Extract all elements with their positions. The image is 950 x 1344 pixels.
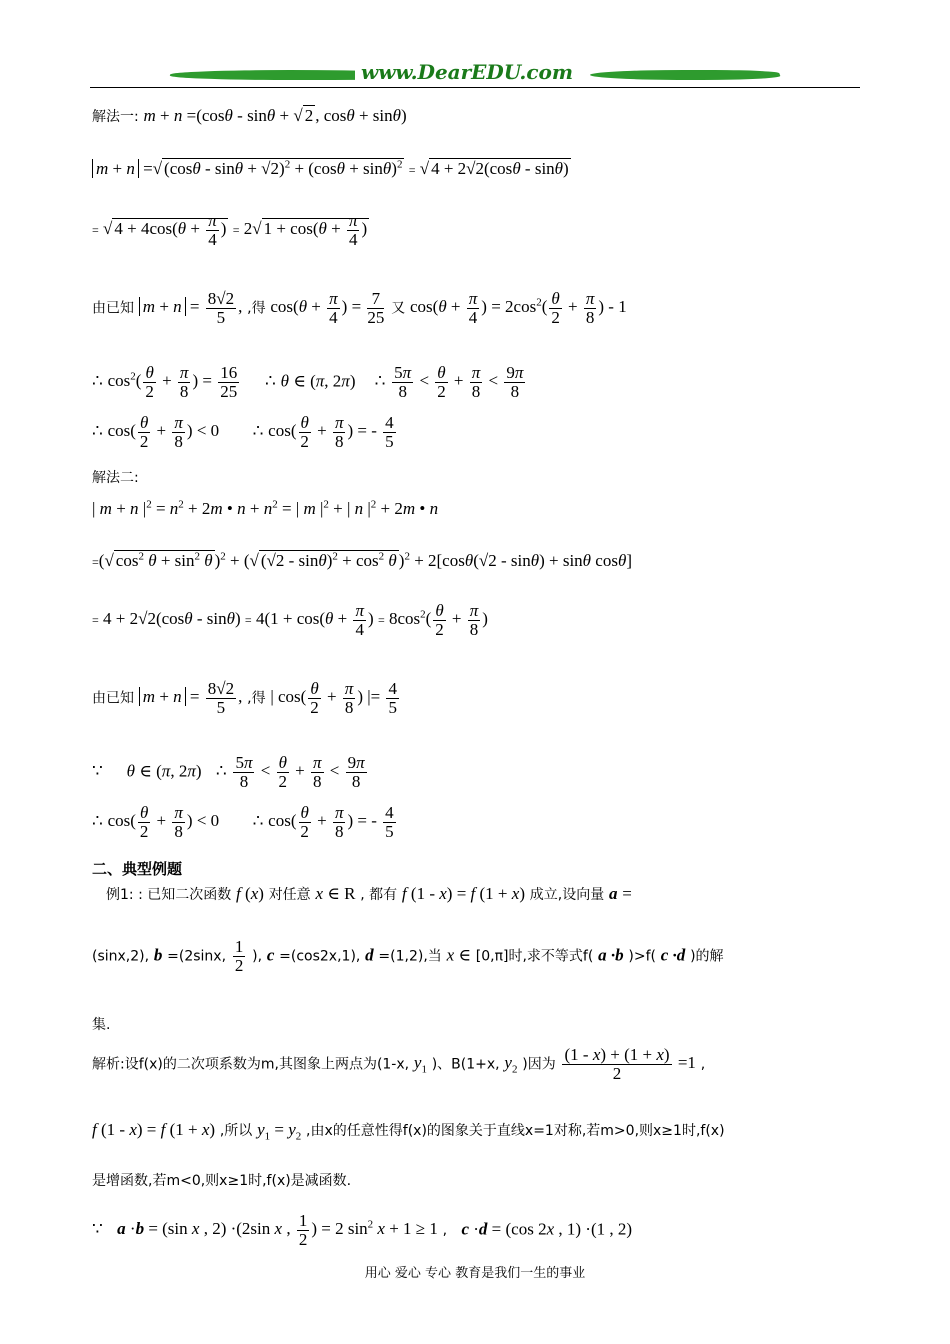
- formula: f (1 - x) = f (1 + x): [401, 884, 525, 903]
- sol1-line6: [92, 414, 398, 451]
- section2-title: 二、典型例题: [92, 860, 183, 878]
- analysis-text: 是增函数,若m<0,则x≥1时,f(x)是减函数.: [92, 1173, 352, 1189]
- page-header: [90, 62, 860, 92]
- formula: m + n =(cosθ - sinθ + √ 2 , cosθ + sinθ): [143, 106, 407, 125]
- analysis-line1: 解析:设f(x)的二次项系数为m,其图象上两点为(1-x, $y_1$ )、B(1+x, $y_2$ )因为 $\frac{(1 - x) + (1 + x)}{2}$ =1 ,: [92, 1045, 706, 1083]
- sol2-label: 解法二:: [92, 470, 139, 486]
- therefore-symbol: ∴: [265, 371, 276, 391]
- sol2-heading: [92, 467, 139, 487]
- analysis-text: ,所以: [219, 1123, 253, 1139]
- vector-b: b: [153, 945, 163, 965]
- formula: a ·b: [598, 945, 624, 965]
- sol2-line5: [92, 754, 369, 791]
- example1-line2: [92, 938, 724, 975]
- formula: m + n =√ $(\cos\theta - \sin\theta + √2)^2 + (\cos\theta + \sin\theta)^2$ = √ 4 + 2√2(cosθ - sinθ): [92, 159, 571, 178]
- analysis-line2: [92, 1120, 725, 1142]
- analysis-text: )因为: [522, 1056, 556, 1073]
- formula: x ∈: [446, 945, 471, 965]
- formula: cos( $\frac{\theta}{2}$ + $\frac{\pi}{8}$ ) = - $\frac{4}{5}$: [268, 413, 394, 451]
- sol1-line5: [92, 364, 527, 401]
- sol1-label: 解法一:: [92, 109, 139, 125]
- formula: f (x): [236, 884, 264, 903]
- header-swoosh-right: [588, 70, 782, 80]
- formula: | m + n $|^2 = n^2 + 2m$ • $n + n^2$ = | m $|^2$ + | n $|^2 + 2m$ • n: [92, 498, 439, 518]
- formula: x ∈ R: [315, 884, 356, 903]
- formula: cos(θ + $\frac{\pi}{4}$ ) = $\frac{7}{25}$: [270, 289, 385, 327]
- formula: $y_2$: [504, 1053, 518, 1076]
- ex1-text: =(1,2),当: [378, 948, 442, 965]
- formula: $\cos^2$( $\frac{\theta}{2}$ + $\frac{\pi}{8}$ ) = $\frac{16}{25}$: [107, 363, 238, 401]
- sol2-line1: [92, 498, 438, 519]
- analysis-text: ,由x的任意性得f(x)的图象关于直线x=1对称,若m>0,则x≥1时,f(x): [306, 1123, 725, 1139]
- formula: cos( $\frac{\theta}{2}$ + $\frac{\pi}{8}$ ) = - $\frac{4}{5}$: [268, 803, 394, 841]
- ex1-text: )的解: [690, 948, 724, 965]
- therefore-symbol: ∴: [252, 811, 264, 831]
- formula: cos(θ + $\frac{\pi}{4}$ ) = $2\cos^2$( $\frac{\theta}{2}$ + $\frac{\pi}{8}$ ) - 1: [409, 289, 627, 327]
- formula: m + n = $\frac{8√2}{5}$ ,: [139, 297, 243, 316]
- formula: $y_1$: [413, 1053, 427, 1076]
- formula: $y_1 = y_2$: [257, 1120, 302, 1143]
- formula: θ ∈ (π, 2π): [126, 761, 202, 781]
- formula: c ·d = (cos 2x , 1) ·(1 , 2): [461, 1219, 633, 1239]
- sol2-line2: [92, 550, 632, 571]
- formula: | cos( $\frac{\theta}{2}$ + $\frac{\pi}{8}$ ) |= $\frac{4}{5}$: [270, 679, 397, 717]
- formula: $\frac{(1 - x) + (1 + x)}{2}$ =1: [564, 1045, 696, 1083]
- formula: = 4 + 2√2(cosθ - sinθ) = 4(1 + cos(θ + $\frac{\pi}{4}$ ) = $8\cos^2$( $\frac{\theta}{2}$ + $\frac{\pi}{8}$ ): [92, 601, 488, 639]
- section-heading: [92, 858, 182, 879]
- header-rule: [90, 87, 860, 88]
- sol1-line4: [92, 290, 627, 327]
- known-label: 由已知: [92, 300, 134, 317]
- formula: =(√ $\cos^2 \theta + \sin^2 \theta$ )$^2$ + (√ $(√2 - \sin\theta)^2 + \cos^2 \theta$ )$^2$ + 2[cosθ(√2 - sinθ) + sinθ cosθ]: [92, 550, 632, 570]
- formula: m + n = $\frac{8√2}{5}$ ,: [139, 687, 243, 706]
- sol2-line6: [92, 804, 398, 841]
- therefore-symbol: ∴: [92, 811, 103, 831]
- de-label: ,得: [247, 690, 266, 707]
- formula: f (1 - x) = f (1 + x): [92, 1120, 216, 1139]
- formula: cos( $\frac{\theta}{2}$ + $\frac{\pi}{8}$ ) < 0: [107, 413, 220, 451]
- sol1-line2: [92, 158, 571, 179]
- header-site-logo: www.DearEDU.com: [355, 60, 579, 84]
- formula: c ·d: [660, 945, 686, 965]
- ex1-text: 例1: : 已知二次函数: [106, 887, 232, 903]
- page-footer: 用心 爱心 专心 教育是我们一生的事业: [364, 1266, 586, 1281]
- ex1-text: , 都有: [360, 887, 398, 903]
- sol2-line4: [92, 680, 401, 717]
- ex1-text: 成立,设向量: [529, 887, 605, 903]
- therefore-symbol: ∴: [92, 421, 103, 441]
- formula: θ ∈ (π, 2π): [280, 371, 356, 391]
- example1-line1: 例1: : 已知二次函数 f (x) 对任意 x ∈ R , 都有 f (1 - x) = f (1 + x) 成立,设向量 a =: [106, 884, 632, 903]
- therefore-symbol: ∴: [92, 371, 103, 391]
- ex1-text: =(cos2x,1),: [279, 948, 361, 965]
- vector-c: c: [266, 945, 275, 965]
- ex1-text: 集.: [92, 1017, 111, 1033]
- ex1-text: (sinx,2),: [92, 948, 150, 965]
- formula: $\frac{5\pi}{8}$ < $\frac{\theta}{2}$ + $\frac{\pi}{8}$ < $\frac{9\pi}{8}$: [235, 753, 365, 791]
- because-symbol: ∵: [92, 761, 103, 781]
- analysis-line4: ∵ a ·b = (sin x , 2) ·(2sin x , $\frac{1}{2}$ ) = 2 $\sin^2 x + 1 \ge 1$ , c ·d = (cos 2x , 1) ·(1 , 2): [92, 1211, 633, 1249]
- formula: $\frac{5\pi}{8}$ < $\frac{\theta}{2}$ + $\frac{\pi}{8}$ < $\frac{9\pi}{8}$: [394, 363, 524, 401]
- sol1-line1: [92, 106, 407, 126]
- vector-a: a: [609, 884, 618, 903]
- therefore-symbol: ∴: [252, 421, 264, 441]
- ex1-text: 对任意: [268, 887, 311, 903]
- formula: $\frac{1}{2}$: [234, 937, 244, 975]
- formula: = √ 4 + 4cos(θ + $\frac{\pi}{4}$ ) = 2√ 1 + cos(θ + $\frac{\pi}{4}$ ): [92, 211, 368, 249]
- formula: a ·b = (sin x , 2) ·(2sin x , $\frac{1}{2}$ ) = 2 $\sin^2 x + 1 \ge 1$: [117, 1211, 438, 1249]
- because-symbol: ∵: [92, 1219, 103, 1239]
- analysis-text: 解析:设f(x)的二次项系数为m,其图象上两点为(1-x,: [92, 1056, 410, 1073]
- known-label: 由已知: [92, 690, 134, 707]
- you-label: 又: [391, 300, 406, 317]
- ex1-text: ),: [252, 948, 263, 965]
- de-label: ,得: [247, 300, 266, 317]
- sol2-line3: [92, 602, 488, 639]
- formula: cos( $\frac{\theta}{2}$ + $\frac{\pi}{8}$ ) < 0: [107, 803, 220, 841]
- ex1-text: =(2sinx,: [167, 948, 227, 965]
- therefore-symbol: ∴: [374, 371, 386, 391]
- analysis-text: )、B(1+x,: [431, 1056, 500, 1073]
- analysis-line3: [92, 1170, 351, 1190]
- sol1-line3: [92, 212, 369, 249]
- example1-line3: [92, 1014, 110, 1034]
- vector-d: d: [365, 945, 374, 965]
- ex1-text: [0,π]时,求不等式f(: [475, 948, 594, 965]
- ex1-text: )>f(: [628, 948, 656, 965]
- therefore-symbol: ∴: [215, 761, 227, 781]
